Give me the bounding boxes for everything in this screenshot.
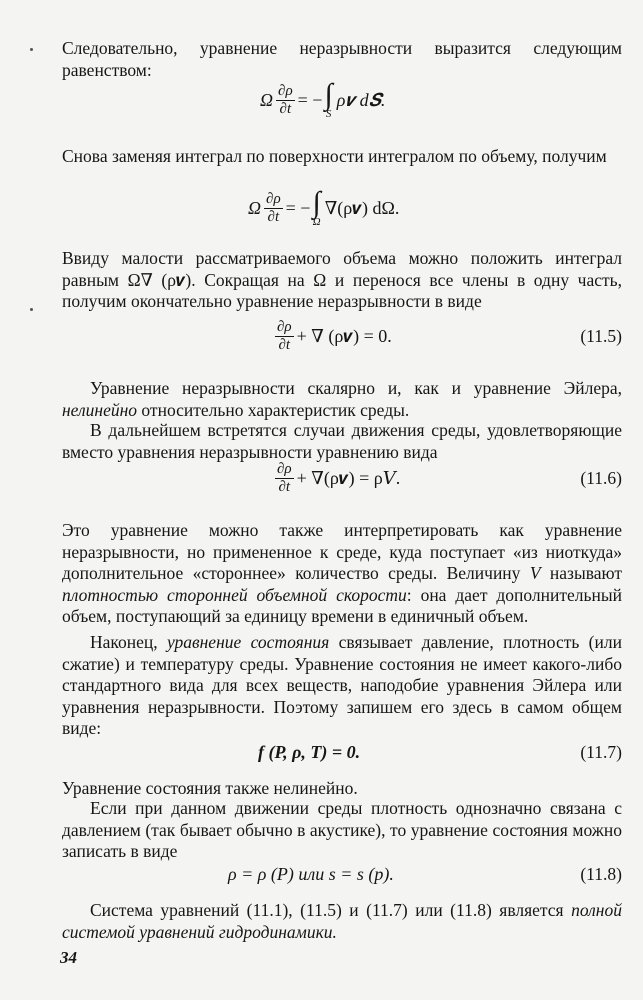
equation-11-8 xyxy=(62,854,622,894)
paragraph-5: В дальнейшем встретятся случаи движения среды, удовлетворяющие вместо уравнения неразрывности уравнению вида xyxy=(62,420,622,462)
variable-v: V xyxy=(529,563,541,583)
eq4-rest: + ∇(ρ𝒗) = ρ𝑉. xyxy=(296,467,401,488)
eq2-integral: ∫ Ω xyxy=(312,185,321,228)
eq1-fraction xyxy=(276,84,295,117)
eq2-integral-domain: Ω xyxy=(312,215,321,228)
eq6-body: ρ = ρ (P) или s = s (p). xyxy=(228,863,394,884)
eq2-equals: = − xyxy=(285,197,311,218)
eq1-integral-domain: S xyxy=(325,107,332,120)
paragraph-6-text: Это уравнение можно также интерпретировать как уравнение неразрывности, но примененное к среде, куда поступает «из ниоткуда» дополнительное «стороннее» количество среды. Величину xyxy=(62,520,622,583)
paragraph-10 xyxy=(62,900,622,943)
eq1-integral: ∫ S xyxy=(324,77,333,120)
eq3-numerator: ∂ρ xyxy=(277,318,292,335)
equation-11-7 xyxy=(62,732,622,772)
eq2-fraction xyxy=(264,192,283,225)
paragraph-7 xyxy=(62,632,622,740)
equation-11-6 xyxy=(62,458,622,498)
equation-2 xyxy=(62,185,622,228)
paragraph-1: Следовательно, уравнение неразрывности выразится следующим равенством: xyxy=(62,38,622,80)
page-number: 34 xyxy=(60,948,77,967)
equation-number-11-8: (11.8) xyxy=(580,863,622,884)
paragraph-2: Снова заменяя интеграл по поверхности интегралом по объему, получим xyxy=(62,146,607,166)
paragraph-3: Ввиду малости рассматриваемого объема можно положить интеграл равным Ω∇ (ρ𝒗). Сокращая на Ω и перенося все члены в одну часть, получим окончательно уравнение неразрывности в виде xyxy=(62,248,622,311)
paragraph-4-tail: относительно характеристик среды. xyxy=(137,399,410,420)
eq3-fraction xyxy=(275,320,294,353)
paragraph-4-text: Уравнение неразрывности скалярно и, как и уравнение Эйлера, xyxy=(90,378,622,398)
eq4-denominator: ∂t xyxy=(278,478,291,495)
paragraph-6 xyxy=(62,520,622,628)
eq1-equals: = − xyxy=(297,89,323,110)
paragraph-7-tail: связывает давление, плотность (или сжатие) и температуру среды. Уравнение состояния не имеет какого-либо стандартного вида для всех веществ, наподобие уравнения Эйлера или уравнения неразрывности. Поэтому запишем его здесь в самом общем виде: xyxy=(62,632,622,738)
equation-11-5 xyxy=(62,316,622,356)
paragraph-9: Если при данном движении среды плотность однозначно связана с давлением (так бывает обычно в акустике), то уравнение состояния можно записать в виде xyxy=(62,798,622,861)
print-speck xyxy=(30,308,33,311)
eq1-integrand: ρ𝒗 d𝑺. xyxy=(336,89,386,110)
paragraph-7-text: Наконец, xyxy=(90,632,167,652)
emphasis-nonlinear: нелинейно xyxy=(62,399,138,420)
emphasis-equation-of-state: уравнение состояния xyxy=(166,632,330,652)
eq2-denominator: ∂t xyxy=(267,208,280,225)
eq2-numerator: ∂ρ xyxy=(266,190,281,207)
eq2-prefix: Ω xyxy=(248,197,262,218)
eq2-integrand: ∇(ρ𝒗) dΩ. xyxy=(324,197,400,218)
paragraph-6-mid: называют xyxy=(540,563,622,583)
equation-number-11-5: (11.5) xyxy=(580,325,622,346)
paragraph-8: Уравнение состояния также нелинейно. xyxy=(62,778,358,798)
equation-1 xyxy=(62,77,622,120)
equation-number-11-6: (11.6) xyxy=(580,467,622,488)
print-speck xyxy=(30,48,33,51)
eq1-denominator: ∂t xyxy=(279,100,292,117)
eq3-denominator: ∂t xyxy=(278,336,291,353)
emphasis-full-system: полной системой уравнений гидродинамики. xyxy=(62,900,622,942)
eq5-body: f (P, ρ, T) = 0. xyxy=(258,741,361,762)
paragraph-4 xyxy=(62,378,622,421)
eq4-numerator: ∂ρ xyxy=(277,460,292,477)
paragraph-10-text: Система уравнений (11.1), (11.5) и (11.7) или (11.8) является xyxy=(90,900,572,920)
eq1-numerator: ∂ρ xyxy=(278,82,293,99)
eq4-fraction xyxy=(275,462,294,495)
emphasis-source-velocity: плотностью сторонней объемной скорости xyxy=(62,584,407,605)
paragraph-6-tail: : она дает дополнительный объем, поступающий за единицу времени в единичный объем. xyxy=(62,584,623,626)
eq1-prefix: Ω xyxy=(260,89,274,110)
eq3-rest: + ∇ (ρ𝒗) = 0. xyxy=(296,325,392,346)
equation-number-11-7: (11.7) xyxy=(580,741,622,762)
